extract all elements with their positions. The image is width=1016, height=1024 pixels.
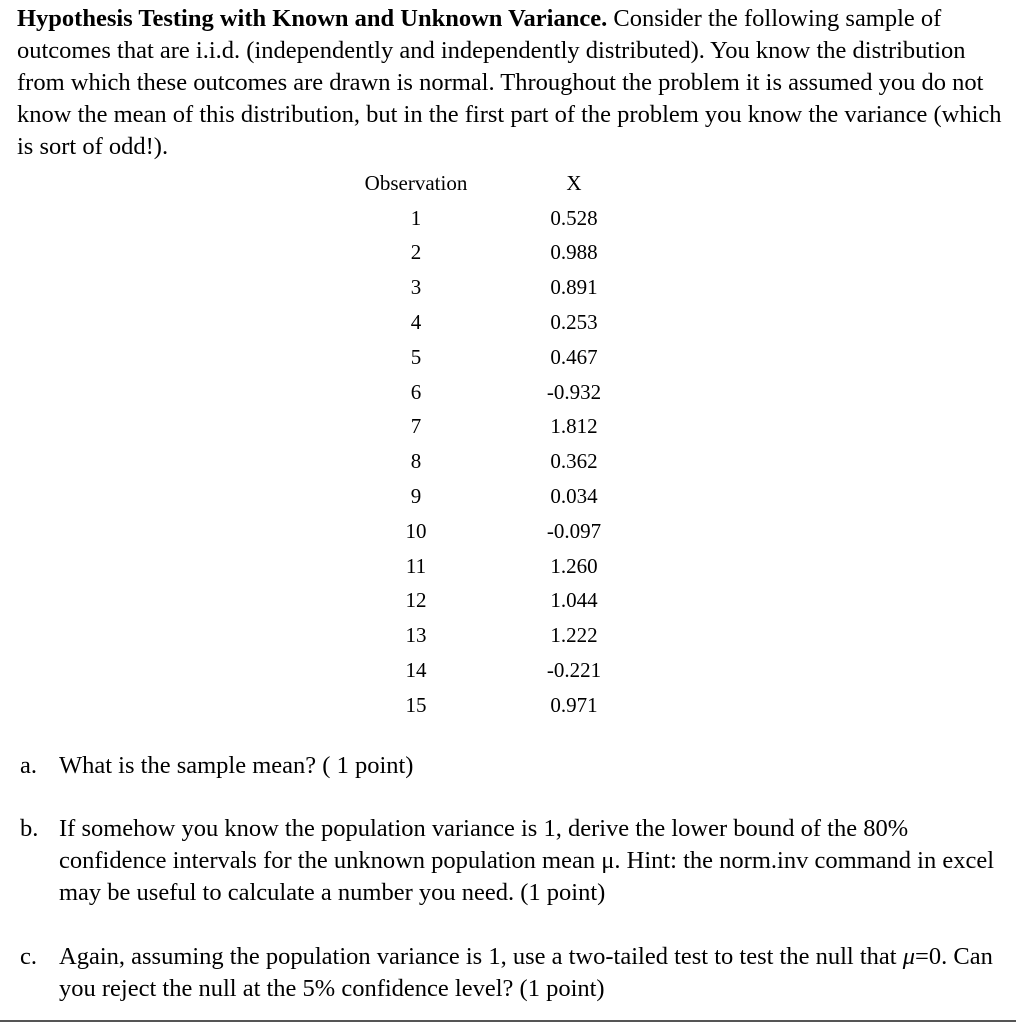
- table-row: [340, 444, 656, 479]
- observation-cell: 12: [405, 588, 427, 613]
- observation-cell: 6: [410, 379, 422, 404]
- problem-description: Consider the following sample of outcomes that are i.i.d. (independently and independently distributed). You know the distribution from which these outcomes are drawn is normal. Throughout the problem it is assumed you do not know the mean of this distribution, but in the first part of the problem you know the variance (which is sort of odd!).: [17, 5, 1002, 160]
- observation-cell: 14: [405, 658, 427, 683]
- observation-header: Observation: [364, 170, 468, 195]
- problem-title: Hypothesis Testing with Known and Unknown Variance.: [17, 5, 608, 32]
- table-row: [340, 618, 656, 653]
- table-row: [340, 584, 656, 619]
- table-row: [340, 653, 656, 688]
- question-b-label: b.: [20, 815, 39, 842]
- x-value-cell: 0.891: [550, 275, 598, 300]
- x-value-cell: -0.221: [546, 658, 602, 683]
- question-b-text: If somehow you know the population variance is 1, derive the lower bound of the 80% confidence intervals for the unknown population mean μ. Hint: the norm.inv command in excel may be useful to calculate a number you need. (1 point): [59, 815, 995, 906]
- observation-cell: 4: [410, 310, 422, 335]
- question-c-text-part2: =0. Can you reject the null at the 5% confidence level? (1 point): [59, 943, 993, 1002]
- observation-cell: 10: [405, 518, 427, 543]
- x-value-cell: -0.932: [546, 379, 602, 404]
- question-c-text: [59, 941, 1010, 1005]
- observation-cell: 7: [410, 414, 422, 439]
- x-value-cell: -0.097: [546, 518, 602, 543]
- x-value-cell: 1.044: [550, 588, 598, 613]
- table-row: [340, 549, 656, 584]
- observation-cell: 13: [405, 623, 427, 648]
- x-value-cell: 0.467: [550, 344, 598, 369]
- observation-cell: 1: [410, 205, 422, 230]
- bottom-divider: [0, 1020, 1016, 1022]
- table-row: [340, 340, 656, 375]
- observation-cell: 8: [410, 449, 422, 474]
- mu-symbol: μ: [902, 943, 916, 970]
- table-row: [340, 479, 656, 514]
- observation-cell: 15: [405, 692, 427, 717]
- table-row: [340, 514, 656, 549]
- observation-cell: 3: [410, 275, 422, 300]
- x-value-cell: 0.971: [550, 692, 598, 717]
- question-a: [20, 750, 1010, 782]
- observation-cell: 11: [405, 553, 427, 578]
- observation-cell: 2: [410, 240, 422, 265]
- table-row: [340, 270, 656, 305]
- table-row: [340, 201, 656, 236]
- table-row: [340, 410, 656, 445]
- x-header: X: [566, 170, 582, 195]
- x-value-cell: 0.362: [550, 449, 598, 474]
- observation-cell: 9: [410, 484, 422, 509]
- x-value-cell: 1.222: [550, 623, 598, 648]
- x-value-cell: 1.260: [550, 553, 598, 578]
- question-a-text: What is the sample mean? ( 1 point): [59, 752, 414, 779]
- table-body: [340, 201, 656, 723]
- question-c-text-part1: Again, assuming the population variance is 1, use a two-tailed test to test the null that: [59, 943, 903, 970]
- problem-intro: [17, 3, 1002, 163]
- question-c: [20, 941, 1010, 1005]
- x-value-cell: 1.812: [550, 414, 598, 439]
- question-c-label: c.: [20, 943, 37, 970]
- table-row: [340, 375, 656, 410]
- table-row: [340, 688, 656, 723]
- table-row: [340, 305, 656, 340]
- x-value-cell: 0.253: [550, 310, 598, 335]
- x-value-cell: 0.034: [550, 484, 598, 509]
- question-a-label: a.: [20, 752, 37, 779]
- table-header-row: [340, 166, 656, 201]
- observation-cell: 5: [410, 344, 422, 369]
- x-value-cell: 0.988: [550, 240, 598, 265]
- observation-table: [340, 166, 656, 723]
- table-row: [340, 236, 656, 271]
- question-b: [20, 813, 1010, 909]
- x-value-cell: 0.528: [550, 205, 598, 230]
